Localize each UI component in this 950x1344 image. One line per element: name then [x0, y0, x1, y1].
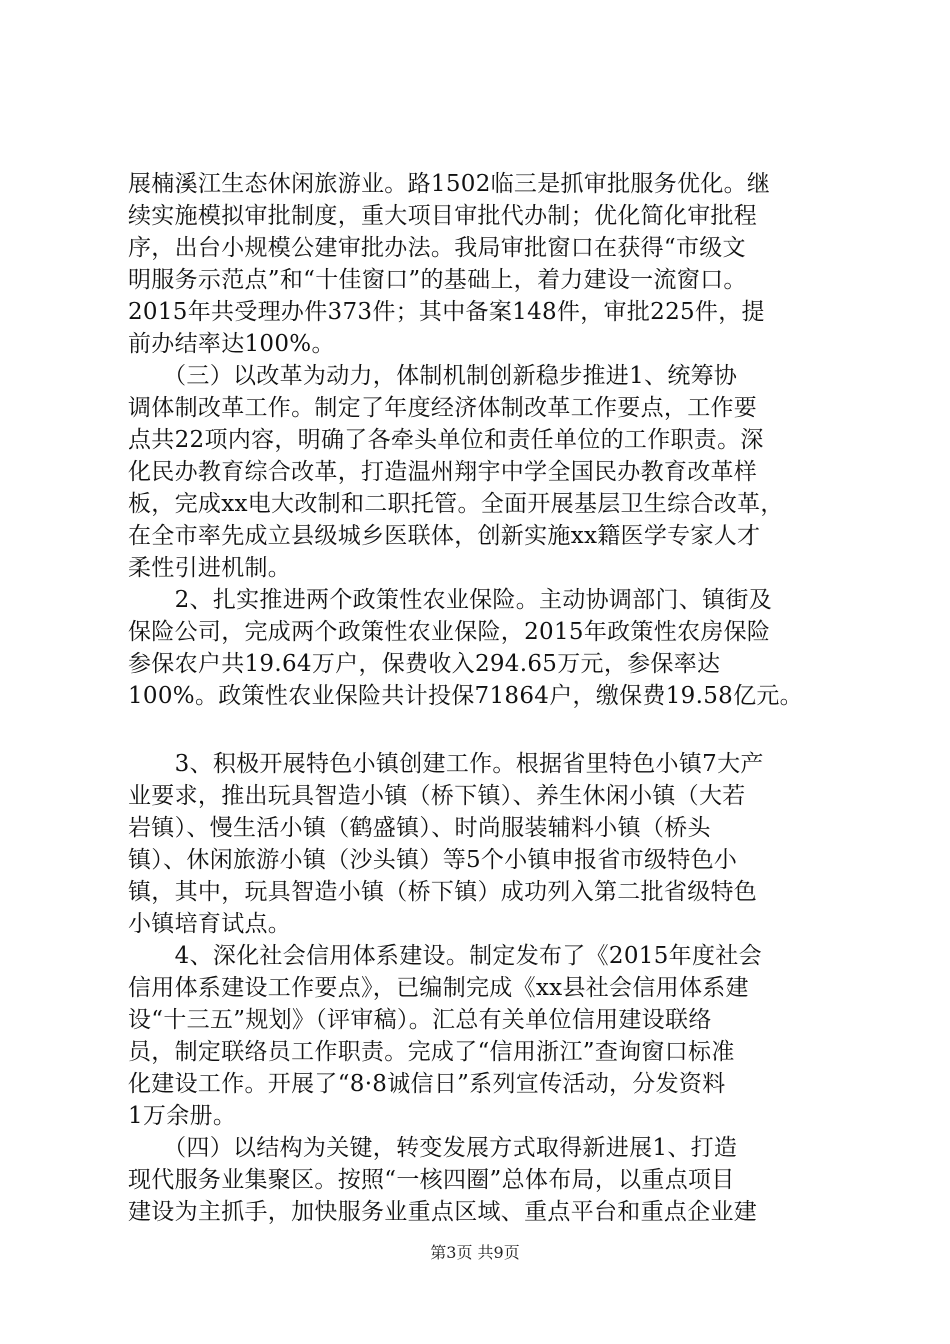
page-footer	[0, 1240, 950, 1263]
text-line: 100%。政策性农业保险共计投保71864户，缴保费19.58亿元。	[128, 683, 803, 709]
text-line: （四）以结构为关键，转变发展方式取得新进展1、打造	[128, 1135, 738, 1161]
text-line: 化建设工作。开展了“8·8诚信日”系列宣传活动，分发资料	[128, 1071, 726, 1097]
text-line: 参保农户共19.64万户，保费收入294.65万元，参保率达	[128, 651, 721, 677]
text-line: 员，制定联络员工作职责。完成了“信用浙江”查询窗口标准	[128, 1039, 735, 1065]
text-line: 信用体系建设工作要点》，已编制完成《xx县社会信用体系建	[128, 975, 749, 1001]
text-line: 续实施模拟审批制度，重大项目审批代办制；优化简化审批程	[128, 203, 758, 229]
text-line: 镇，其中，玩具智造小镇（桥下镇）成功列入第二批省级特色	[128, 879, 758, 905]
text-line: 岩镇）、慢生活小镇（鹤盛镇）、时尚服装辅料小镇（桥头	[128, 815, 711, 841]
blank-line	[128, 712, 840, 748]
text-line: 柔性引进机制。	[128, 555, 292, 581]
text-line: 建设为主抓手，加快服务业重点区域、重点平台和重点企业建	[128, 1199, 758, 1225]
text-line: 调体制改革工作。制定了年度经济体制改革工作要点，工作要	[128, 395, 758, 421]
text-line: 展楠溪江生态休闲旅游业。路1502临三是抓审批服务优化。继	[128, 171, 771, 197]
text-line: 3、积极开展特色小镇创建工作。根据省里特色小镇7大产	[128, 751, 764, 777]
text-line: 设“十三五”规划》（评审稿）。汇总有关单位信用建设联络	[128, 1007, 712, 1033]
text-line: 前办结率达100%。	[128, 331, 335, 357]
text-line: 4、深化社会信用体系建设。制定发布了《2015年度社会	[128, 943, 762, 969]
text-line: 序，出台小规模公建审批办法。我局审批窗口在获得“市级文	[128, 235, 746, 261]
page-number-label: 第3页 共9页	[430, 1243, 520, 1262]
text-line: 板，完成xx电大改制和二职托管。全面开展基层卫生综合改革，	[128, 491, 784, 517]
text-line: 2、扎实推进两个政策性农业保险。主动协调部门、镇街及	[128, 587, 773, 613]
text-line: 小镇培育试点。	[128, 911, 292, 937]
body-text	[128, 168, 840, 1228]
text-line: 在全市率先成立县级城乡医联体，创新实施xx籍医学专家人才	[128, 523, 761, 549]
text-line: 2015年共受理办件373件；其中备案148件，审批225件，提	[128, 299, 765, 325]
text-line: 化民办教育综合改革，打造温州翔宇中学全国民办教育改革样	[128, 459, 758, 485]
text-line: 明服务示范点”和“十佳窗口”的基础上，着力建设一流窗口。	[128, 267, 747, 293]
text-line: 业要求，推出玩具智造小镇（桥下镇）、养生休闲小镇（大若	[128, 783, 746, 809]
text-line: 镇）、休闲旅游小镇（沙头镇）等5个小镇申报省市级特色小	[128, 847, 738, 873]
text-line: 现代服务业集聚区。按照“一核四圈”总体布局，以重点项目	[128, 1167, 735, 1193]
text-line: 点共22项内容，明确了各牵头单位和责任单位的工作职责。深	[128, 427, 764, 453]
text-line: 1万余册。	[128, 1103, 237, 1129]
text-line: 保险公司，完成两个政策性农业保险，2015年政策性农房保险	[128, 619, 771, 645]
text-line: （三）以改革为动力，体制机制创新稳步推进1、统筹协	[128, 363, 738, 389]
